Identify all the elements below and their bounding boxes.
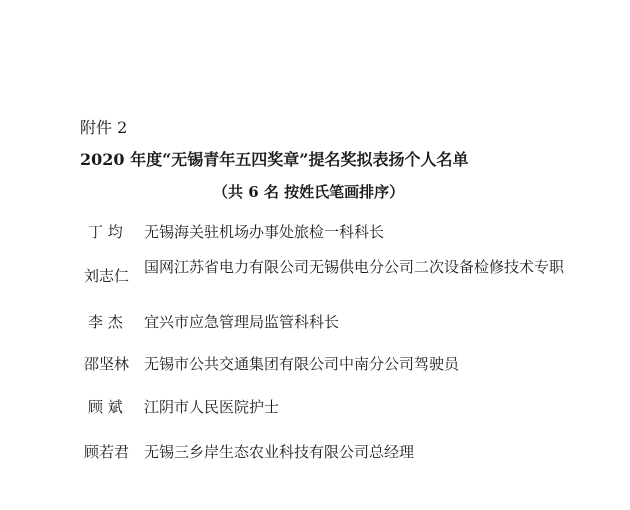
person-title: 国网江苏省电力有限公司无锡供电分公司二次设备检修技术专职 [144,258,565,276]
document-subtitle: （共 6 名 按姓氏笔画排序） [213,183,405,201]
person-title: 宜兴市应急管理局监管科科长 [144,313,340,331]
person-title: 无锡市公共交通集团有限公司中南分公司驾驶员 [144,355,460,373]
person-name: 丁 均 [88,223,123,241]
person-title: 江阴市人民医院护士 [144,398,280,416]
person-title: 无锡海关驻机场办事处旅检一科科长 [144,223,385,241]
person-name: 顾 斌 [88,398,123,416]
document-title: 2020 年度“无锡青年五四奖章”提名奖拟表扬个人名单 [80,150,469,169]
attachment-label: 附件 2 [80,118,128,137]
person-name: 邵坚林 [84,355,130,373]
person-title: 无锡三乡岸生态农业科技有限公司总经理 [144,443,415,461]
person-name: 李 杰 [88,313,123,331]
person-name: 刘志仁 [84,267,130,285]
person-name: 顾若君 [84,443,130,461]
